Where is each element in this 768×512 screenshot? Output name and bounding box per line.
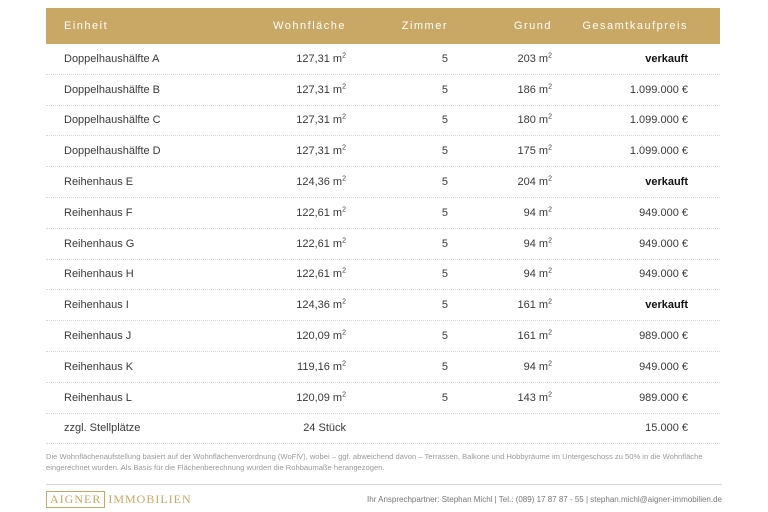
unit-superscript: 2: [342, 360, 346, 368]
unit-superscript: 2: [342, 83, 346, 91]
cell-rooms-text: 5: [441, 330, 448, 343]
unit-superscript: 2: [342, 391, 346, 398]
unit-superscript: 2: [548, 298, 552, 306]
header-wohnflaeche: Wohnfläche: [273, 20, 346, 32]
unit-superscript: 2: [342, 144, 346, 152]
cell-unit-text: Reihenhaus F: [64, 206, 133, 219]
cell-rooms-text: 5: [441, 206, 448, 219]
cell-rooms: [346, 330, 448, 342]
table-body: [46, 44, 720, 414]
unit-superscript: 2: [548, 83, 552, 91]
cell-plot-text: 161 m: [517, 330, 549, 343]
cell-unit: zzgl. Stellplätze: [64, 422, 141, 435]
cell-unit: [46, 53, 206, 65]
cell-rooms: [346, 299, 448, 311]
cell-area: [206, 299, 346, 311]
cell-plot: [448, 53, 552, 65]
cell-area-text: 120,09 m: [296, 391, 343, 404]
cell-rooms-text: 5: [441, 145, 448, 158]
cell-unit: [46, 176, 206, 188]
table-row: [46, 229, 720, 260]
unit-superscript: 2: [548, 52, 552, 60]
logo-immobilien: IMMOBILIEN: [108, 491, 192, 506]
unit-superscript: 2: [342, 329, 346, 337]
cell-area: [206, 392, 346, 404]
unit-superscript: 2: [342, 52, 346, 60]
cell-rooms-text: 5: [441, 299, 448, 312]
cell-plot-text: 94 m: [523, 237, 549, 250]
cell-price-text: 989.000 €: [639, 391, 688, 404]
unit-superscript: 2: [548, 360, 552, 368]
unit-superscript: 2: [548, 267, 552, 275]
cell-plot-text: 161 m: [517, 299, 549, 312]
cell-plot-text: 186 m: [517, 83, 549, 96]
cell-unit: [46, 114, 206, 126]
cell-rooms: [346, 176, 448, 188]
table-row: [46, 321, 720, 352]
cell-area: [206, 330, 346, 342]
unit-superscript: 2: [342, 206, 346, 214]
cell-price-text: 949.000 €: [639, 206, 688, 219]
cell-price-text: verkauft: [645, 176, 688, 189]
cell-rooms-text: 5: [441, 360, 448, 373]
unit-superscript: 2: [548, 175, 552, 183]
cell-rooms-text: 5: [441, 237, 448, 250]
logo-aigner: AIGNER: [46, 491, 105, 508]
cell-price: [552, 53, 706, 65]
cell-plot-text: 175 m: [517, 145, 549, 158]
contact-info: Ihr Ansprechpartner: Stephan Michl | Tel.: (089) 17 87 87 - 55 | stephan.michl@aigner-immobilien.de: [367, 494, 722, 504]
cell-price-text: 989.000 €: [639, 330, 688, 343]
cell-unit: [46, 268, 206, 280]
table-row: [46, 136, 720, 167]
table-row: [46, 167, 720, 198]
cell-price: [552, 84, 706, 96]
cell-unit-text: Reihenhaus G: [64, 237, 135, 250]
cell-plot-text: 204 m: [517, 176, 549, 189]
cell-rooms: [346, 114, 448, 126]
cell-area: [206, 114, 346, 126]
cell-plot-text: 143 m: [517, 391, 549, 404]
cell-unit-text: Doppelhaushälfte A: [64, 52, 160, 65]
cell-rooms: [346, 268, 448, 280]
unit-superscript: 2: [548, 113, 552, 121]
cell-plot-text: 203 m: [517, 52, 549, 65]
cell-unit: [46, 84, 206, 96]
cell-price: [552, 330, 706, 342]
cell-area: [206, 84, 346, 96]
cell-plot-text: 94 m: [523, 360, 549, 373]
cell-unit-text: Reihenhaus J: [64, 330, 132, 343]
cell-area-text: 127,31 m: [296, 114, 343, 127]
cell-price-text: 949.000 €: [639, 268, 688, 281]
cell-plot-text: 94 m: [523, 268, 549, 281]
cell-area-text: 120,09 m: [296, 330, 343, 343]
cell-unit: [46, 207, 206, 219]
cell-plot: [448, 238, 552, 250]
cell-plot: [448, 114, 552, 126]
cell-area-text: 127,31 m: [296, 145, 343, 158]
cell-unit-text: Doppelhaushälfte B: [64, 83, 161, 96]
cell-rooms: [346, 145, 448, 157]
cell-area: [206, 238, 346, 250]
cell-plot: [448, 392, 552, 404]
cell-plot: [448, 176, 552, 188]
cell-price: 15.000 €: [645, 422, 688, 435]
cell-rooms: [346, 238, 448, 250]
header-gesamtkaufpreis: Gesamtkaufpreis: [582, 20, 688, 32]
table-row: [46, 383, 720, 414]
cell-price: [552, 114, 706, 126]
company-logo: [46, 491, 192, 508]
cell-unit-text: Reihenhaus H: [64, 268, 134, 281]
cell-unit: [46, 238, 206, 250]
cell-price: [552, 145, 706, 157]
cell-area-text: 127,31 m: [296, 83, 343, 96]
cell-area-text: 124,36 m: [296, 176, 343, 189]
cell-plot: [448, 299, 552, 311]
cell-plot-text: 94 m: [523, 206, 549, 219]
cell-price-text: 1.099.000 €: [629, 83, 688, 96]
cell-area: [206, 361, 346, 373]
cell-area: [206, 176, 346, 188]
cell-price: [552, 238, 706, 250]
cell-price: [552, 361, 706, 373]
cell-price-text: verkauft: [645, 299, 688, 312]
unit-superscript: 2: [548, 329, 552, 337]
table-row: [46, 75, 720, 106]
cell-rooms-text: 5: [441, 391, 448, 404]
cell-unit: [46, 145, 206, 157]
table-row: [46, 198, 720, 229]
cell-price-text: 1.099.000 €: [629, 145, 688, 158]
cell-area: [206, 53, 346, 65]
cell-unit-text: Reihenhaus E: [64, 176, 134, 189]
unit-superscript: 2: [342, 298, 346, 306]
cell-unit-text: Reihenhaus I: [64, 299, 129, 312]
price-table: [46, 8, 720, 444]
cell-price: [552, 207, 706, 219]
cell-price-text: 1.099.000 €: [629, 114, 688, 127]
cell-unit-text: Doppelhaushälfte D: [64, 145, 161, 158]
unit-superscript: 2: [548, 237, 552, 245]
cell-plot-text: 180 m: [517, 114, 549, 127]
cell-area-text: 122,61 m: [296, 206, 343, 219]
cell-area-text: 119,16 m: [297, 360, 343, 373]
cell-plot: [448, 84, 552, 96]
footer: [46, 490, 722, 508]
cell-price-text: 949.000 €: [639, 360, 688, 373]
cell-area: [206, 207, 346, 219]
cell-rooms: [346, 84, 448, 96]
cell-area: 24 Stück: [303, 422, 346, 435]
cell-rooms: [346, 361, 448, 373]
cell-unit-text: Reihenhaus L: [64, 391, 132, 404]
cell-area: [206, 268, 346, 280]
unit-superscript: 2: [548, 206, 552, 214]
cell-unit: [46, 361, 206, 373]
table-row: [46, 290, 720, 321]
cell-unit-text: Doppelhaushälfte C: [64, 114, 161, 127]
unit-superscript: 2: [342, 175, 346, 183]
cell-plot: [448, 207, 552, 219]
cell-rooms-text: 5: [441, 114, 448, 127]
cell-price: [552, 268, 706, 280]
cell-area-text: 122,61 m: [296, 237, 343, 250]
cell-rooms-text: 5: [441, 83, 448, 96]
table-row: [46, 44, 720, 75]
header-einheit: Einheit: [64, 20, 109, 32]
header-grund: Grund: [513, 20, 552, 32]
header-zimmer: Zimmer: [401, 20, 448, 32]
table-row: [46, 260, 720, 291]
table-row: [46, 106, 720, 137]
cell-area: [206, 145, 346, 157]
table-row-stellplaetze: [46, 414, 720, 445]
unit-superscript: 2: [342, 267, 346, 275]
cell-rooms-text: 5: [441, 52, 448, 65]
cell-rooms: [346, 207, 448, 219]
table-row: [46, 352, 720, 383]
cell-price: [552, 299, 706, 311]
cell-plot: [448, 330, 552, 342]
unit-superscript: 2: [342, 237, 346, 245]
cell-unit: [46, 392, 206, 404]
unit-superscript: 2: [548, 391, 552, 398]
cell-price-text: verkauft: [645, 52, 688, 65]
unit-superscript: 2: [342, 113, 346, 121]
cell-price: [552, 392, 706, 404]
cell-rooms: [346, 392, 448, 404]
footer-divider: [46, 484, 722, 485]
table-header: [46, 8, 720, 44]
cell-rooms-text: 5: [441, 176, 448, 189]
cell-unit-text: Reihenhaus K: [64, 360, 134, 373]
cell-unit: [46, 330, 206, 342]
cell-plot: [448, 145, 552, 157]
cell-price: [552, 176, 706, 188]
cell-plot: [448, 268, 552, 280]
cell-rooms: [346, 53, 448, 65]
cell-area-text: 127,31 m: [296, 52, 343, 65]
footnote: Die Wohnflächenaufstellung basiert auf der Wohnflächenverordnung (WoFlV), wobei – ggf. abweichend davon – Terrassen, Balkone und Hobbyräume im Untergeschoss zu 50% in die Wohnfläche eingerechnet wurden. Als Basis für die Flächenberechnung wurden die Rohbaumaße herangezogen.: [46, 452, 703, 472]
cell-plot: [448, 361, 552, 373]
cell-area-text: 124,36 m: [296, 299, 343, 312]
cell-area-text: 122,61 m: [296, 268, 343, 281]
cell-rooms-text: 5: [441, 268, 448, 281]
unit-superscript: 2: [548, 144, 552, 152]
cell-unit: [46, 299, 206, 311]
cell-price-text: 949.000 €: [639, 237, 688, 250]
